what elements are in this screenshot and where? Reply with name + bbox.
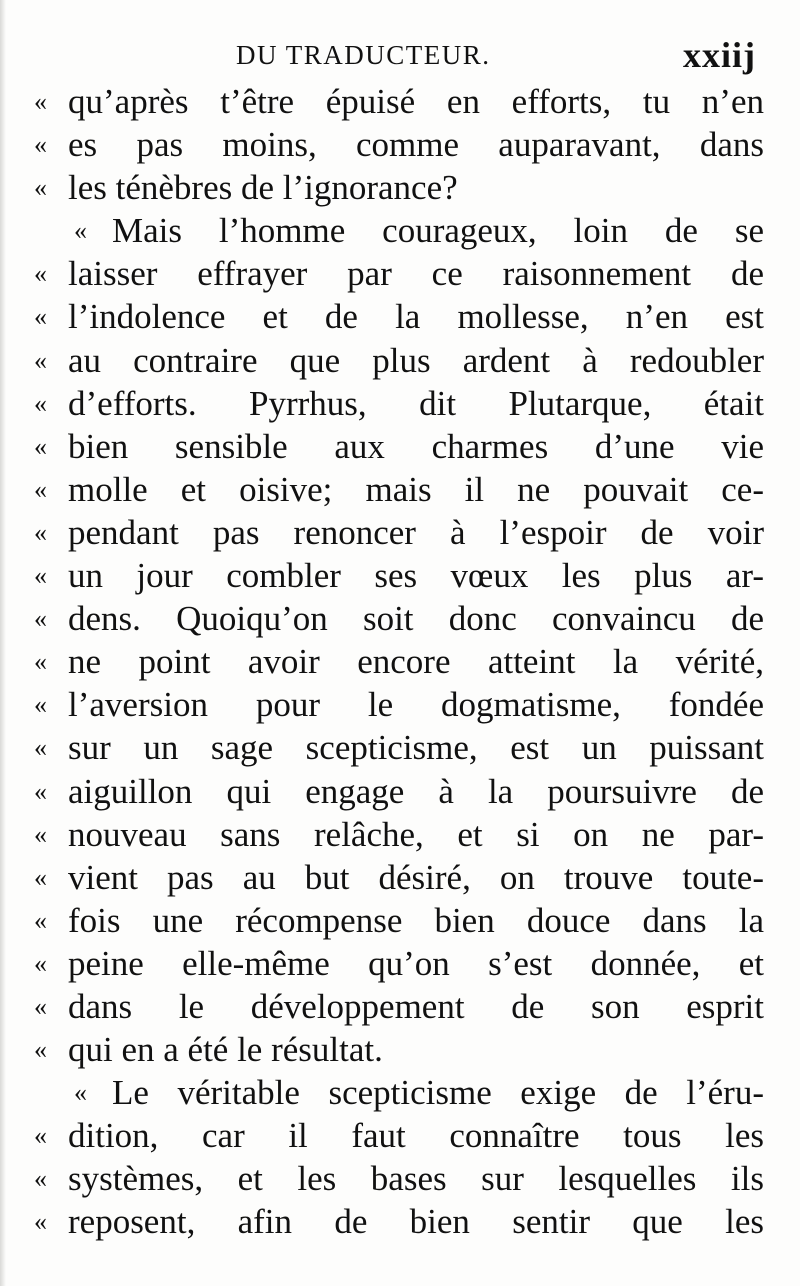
text-line: [34, 597, 764, 640]
text-line: [34, 554, 764, 597]
text-line: [34, 80, 764, 123]
line-text: pendant pas renoncer à l’espoir de voir: [68, 512, 764, 552]
line-text: les ténèbres de l’ignorance?: [68, 168, 458, 208]
text-line: [34, 985, 764, 1028]
line-text: dition, car il faut connaître tous les: [68, 1116, 764, 1156]
line-text: l’aversion pour le dogmatisme, fondée: [68, 685, 764, 725]
quote-mark: «: [34, 474, 47, 504]
quote-mark: «: [34, 431, 47, 461]
line-text: laisser effrayer par ce raisonnement de: [68, 254, 764, 294]
line-text: vient pas au but désiré, on trouve toute-: [68, 857, 764, 897]
quote-mark: «: [34, 819, 47, 849]
quote-mark: «: [34, 862, 47, 892]
line-text: d’efforts. Pyrrhus, dit Plutarque, était: [68, 383, 764, 423]
line-text: aiguillon qui engage à la poursuivre de: [68, 771, 764, 811]
text-line: [34, 770, 764, 813]
quote-mark: «: [34, 87, 47, 116]
text-line: [34, 166, 764, 209]
quote-mark: «: [34, 388, 47, 418]
text-line: [34, 942, 764, 985]
text-line: [34, 640, 764, 683]
quote-mark: «: [34, 173, 47, 203]
quote-mark: «: [34, 1035, 47, 1065]
quote-mark: «: [34, 259, 47, 289]
line-text: dens. Quoiqu’on soit donc convaincu de: [68, 599, 764, 639]
line-text: au contraire que plus ardent à redoubler: [68, 340, 764, 380]
text-line: [34, 899, 764, 942]
line-text: sur un sage scepticisme, est un puissant: [68, 728, 764, 768]
quote-mark: «: [74, 216, 87, 246]
page-edge-shadow: [0, 0, 6, 1286]
line-text: ne point avoir encore atteint la vérité,: [68, 642, 764, 682]
body-text: [34, 80, 764, 1244]
text-line: [34, 1157, 764, 1200]
quote-mark: «: [34, 948, 47, 978]
line-text: bien sensible aux charmes d’une vie: [68, 426, 764, 466]
line-text: systèmes, et les bases sur lesquelles ils: [68, 1159, 764, 1199]
line-text: reposent, afin de bien sentir que les: [68, 1202, 764, 1242]
text-line: [34, 1071, 764, 1114]
line-text: Le véritable scepticisme exige de l’éru-: [112, 1073, 764, 1113]
quote-mark: «: [34, 733, 47, 763]
running-title: DU TRADUCTEUR.: [236, 40, 491, 70]
quote-mark: «: [34, 517, 47, 547]
quote-mark: «: [34, 302, 47, 332]
quote-mark: «: [34, 690, 47, 720]
text-line: [34, 123, 764, 166]
running-head: [66, 34, 756, 82]
quote-mark: «: [34, 130, 47, 160]
quote-mark: «: [74, 1078, 87, 1108]
quote-mark: «: [34, 345, 47, 375]
text-line: [34, 252, 764, 295]
text-line: [34, 1114, 764, 1157]
text-line: [34, 425, 764, 468]
line-text: molle et oisive; mais il ne pouvait ce-: [68, 469, 764, 509]
line-text: qui en a été le résultat.: [68, 1030, 383, 1070]
line-text: nouveau sans relâche, et si on ne par-: [68, 814, 764, 854]
line-text: peine elle-même qu’on s’est donnée, et: [68, 943, 764, 983]
text-line: [34, 468, 764, 511]
line-text: l’indolence et de la mollesse, n’en est: [68, 297, 764, 337]
line-text: un jour combler ses vœux les plus ar-: [68, 556, 764, 596]
text-line: [34, 1028, 764, 1071]
quote-mark: «: [34, 604, 47, 634]
quote-mark: «: [34, 991, 47, 1021]
page-number: xxiij: [683, 35, 756, 75]
line-text: es pas moins, comme auparavant, dans: [68, 125, 764, 165]
text-line: [34, 726, 764, 769]
quote-mark: «: [34, 1207, 47, 1237]
text-line: [34, 813, 764, 856]
text-line: [34, 856, 764, 899]
text-line: [34, 683, 764, 726]
line-text: Mais l’homme courageux, loin de se: [112, 211, 764, 251]
line-text: fois une récompense bien douce dans la: [68, 900, 764, 940]
text-line: [34, 1200, 764, 1243]
quote-mark: «: [34, 647, 47, 677]
text-line: [34, 339, 764, 382]
text-line: [34, 295, 764, 338]
text-line: [34, 209, 764, 252]
quote-mark: «: [34, 561, 47, 591]
quote-mark: «: [34, 776, 47, 806]
line-text: qu’après t’être épuisé en efforts, tu n’en: [68, 82, 764, 121]
quote-mark: «: [34, 1164, 47, 1194]
text-line: [34, 511, 764, 554]
text-line: [34, 382, 764, 425]
line-text: dans le développement de son esprit: [68, 986, 764, 1026]
quote-mark: «: [34, 905, 47, 935]
quote-mark: «: [34, 1121, 47, 1151]
